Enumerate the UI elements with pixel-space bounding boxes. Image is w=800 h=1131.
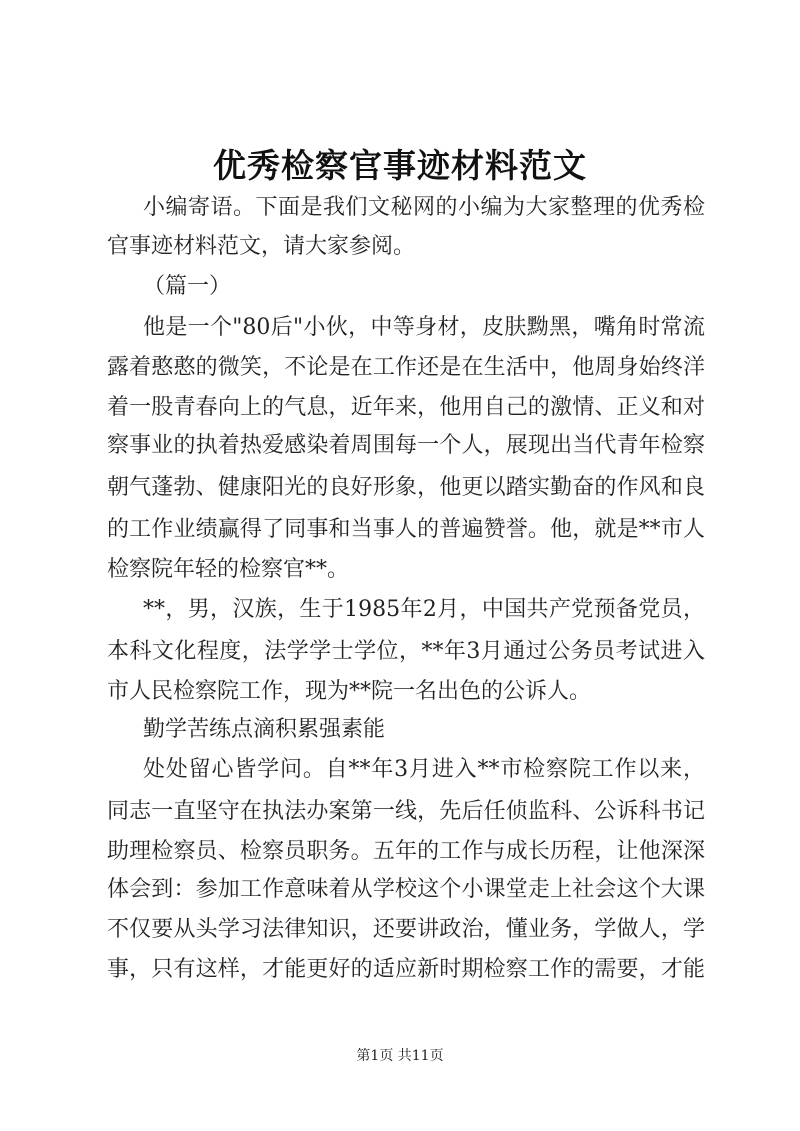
paragraph-line: 朝气蓬勃、健康阳光的良好形象，他更以踏实勤奋的作风和良	[107, 475, 705, 500]
paragraph-line: 察事业的执着热爱感染着周围每一个人，展现出当代青年检察	[107, 433, 705, 458]
paragraph-line: 市人民检察院工作，现为**院一名出色的公诉人。	[107, 679, 592, 704]
paragraph-line: 不仅要从头学习法律知识，还要讲政治，懂业务，学做人，学	[107, 917, 705, 942]
paragraph-line: 事，只有这样，才能更好的适应新时期检察工作的需要，才能	[107, 957, 705, 982]
page-number: 第1页 共11页	[356, 1048, 444, 1064]
section-heading: 勤学苦练点滴积累强素能	[143, 717, 386, 742]
paragraph-line: **，男，汉族，生于1985年2月，中国共产党预备党员，	[143, 597, 705, 622]
paragraph-line: 着一股青春向上的气息，近年来，他用自己的激情、正义和对	[107, 395, 705, 420]
section-heading: （篇一）	[143, 274, 232, 299]
document-title: 优秀检察官事迹材料范文	[213, 146, 587, 185]
paragraph-line: 的工作业绩赢得了同事和当事人的普遍赞誉。他，就是**市人	[107, 517, 705, 542]
paragraph-line: 体会到：参加工作意味着从学校这个小课堂走上社会这个大课	[107, 877, 705, 902]
paragraph-line: 助理检察员、检察员职务。五年的工作与成长历程，让他深深	[107, 839, 705, 864]
paragraph-line: 露着憨憨的微笑，不论是在工作还是在生活中，他周身始终洋	[107, 355, 705, 380]
paragraph-line: 他是一个"80后"小伙，中等身材，皮肤黝黑，嘴角时常流	[143, 315, 705, 340]
paragraph-line: 处处留心皆学问。自**年3月进入**市检察院工作以来，	[143, 757, 705, 782]
paragraph-line: 检察院年轻的检察官**。	[107, 557, 350, 582]
paragraph-line: 同志一直坚守在执法办案第一线，先后任侦监科、公诉科书记	[107, 799, 705, 824]
paragraph-line: 本科文化程度，法学学士学位，**年3月通过公务员考试进入	[107, 639, 705, 664]
paragraph-line: 官事迹材料范文，请大家参阅。	[107, 234, 416, 259]
paragraph-line: 小编寄语。下面是我们文秘网的小编为大家整理的优秀检	[143, 195, 705, 220]
